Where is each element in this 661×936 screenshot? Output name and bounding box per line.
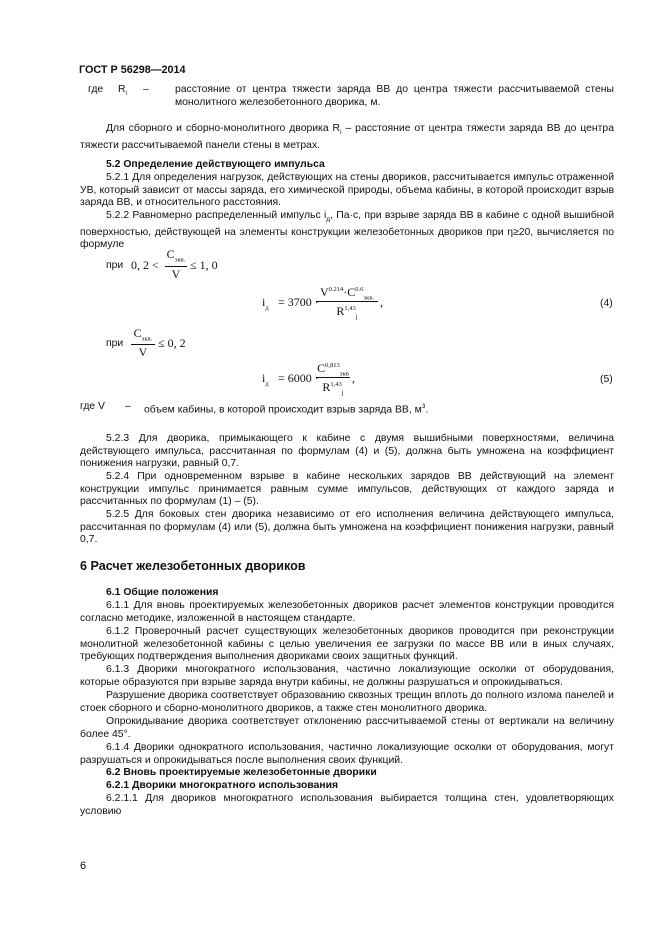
condition-1-right: ≤ 1, 0 [190,258,218,272]
eq4-numerator: $V^{0.214}\cdot C^{0.6}_{экв.}$ [319,285,375,302]
condition-1-numerator: $C_{экв.}$ [166,247,186,264]
eq5-denominator: R$^{1,43}_j$ [322,380,344,397]
condition-2-numerator: $C_{экв.}$ [133,326,153,343]
paragraph-6-1-1: 6.1.1 Для вновь проектируемых железобетонных двориков расчет элементов конструкции проводится согласно методике, изложенной в настоящем стандарте. [80,600,614,624]
eq4-coefficient: = 3700 · [278,295,319,309]
condition-1-pri: при [106,260,124,271]
document-header: ГОСТ Р 56298—2014 [79,64,186,76]
equation-number-5: (5) [600,374,613,385]
paragraph-6-1-3: 6.1.3 Дворики многократного использования, частично локализующие осколки от оборудования, которые образуются при взрыве заряда внутри кабины, не должны разрушаться и опрокидываться. [80,664,614,688]
paragraph-6-1-3-overturning: Опрокидывание дворика соответствует отклонению рассчитываемой стены от вертикали на величину более 45°. [80,716,614,740]
ri-definition: расстояние от центра тяжести заряда ВВ до центра тяжести рассчитываемой стены монолитного железобетонного дворика, м. [175,84,614,108]
condition-2-right: ≤ 0, 2 [158,336,186,350]
paragraph-5-2-2: 5.2.2 Равномерно распределенный импульс $i_д$, Па·с, при взрыве заряда ВВ в кабине с одной вышибной поверхностью, действующей на элементы конструкции железобетонных двориков при η≥20, вычисляется по формуле [80,210,614,251]
section-5-2-title: 5.2 Определение действующего импульса [106,159,325,170]
paragraph-6-2-1-1: 6.2.1.1 Для двориков многократного использования выбирается толщина стен, удовлетворяющих условию [80,793,614,817]
paragraph-6-1-4: 6.1.4 Дворики однократного использования, частично локализующие осколки от оборудования, могут разрушаться и опрокидываться после выполнения своих функций. [80,742,614,766]
condition-2-pri: при [106,338,124,349]
section-6-2-title: 6.2 Вновь проектируемые железобетонные дворики [106,767,377,778]
paragraph-6-1-2: 6.1.2 Проверочный расчет существующих железобетонных двориков проводится при реконструкции монолитной железобетонной кабины с целью увеличения ее загрузки по массе ВВ или в иных случаях, требующих подтверждения выполнения двориками своих защитных функций. [80,626,614,663]
condition-1-left: 0, 2 < [131,258,159,272]
eq5-coefficient: = 6000 · [278,371,319,385]
definition-dash: – [143,84,149,95]
paragraph-5-2-3: 5.2.3 Для дворика, примыкающего к кабине с двумя вышибными поверхностями, величина действующего импульса, рассчитанная по формулам (4) и (5), должна быть умножена на коэффициент понижения нагрузки, равный 0,7. [80,433,614,470]
fraction-bar [316,377,350,378]
paragraph-prefab: Для сборного и сборно-монолитного дворика $R_i$ – расстояние от центра тяжести заряда ВВ до центра тяжести рассчитываемой панели стены в метрах. [80,123,614,151]
definition-dash: – [125,401,131,412]
section-6-title: 6 Расчет железобетонных двориков [80,559,306,573]
paragraph-5-2-4: 5.2.4 При одновременном взрыве в кабине нескольких зарядов ВВ действующий на элемент конструкции импульс принимается равным сумме импульсов, действующих от каждого заряда и рассчитанных по формулам (1) – (5). [80,471,614,508]
eq4-denominator: R$^{1,43}_j$ [336,304,358,321]
eq5-numerator: C$^{0,813}_{экв}$ [317,361,349,378]
section-6-1-title: 6.1 Общие положения [106,587,219,598]
eq5-comma: , [352,371,355,385]
where-label: где [88,84,104,95]
where-v-label: где V [80,401,105,412]
paragraph-6-1-3-destruction: Разрушение дворика соответствует образованию сквозных трещин вплоть до полного излома панелей и стоек сборного и сборно-монолитного двориков, а также стен монолитного дворика. [80,690,614,714]
paragraph-5-2-5: 5.2.5 Для боковых стен дворика независимо от его исполнения величина действующего импульса, рассчитанная по формулам (4) или (5), должна быть умножена на коэффициент понижения нагрузки, равный 0,7. [80,509,614,546]
eq4-lhs: $i_д$ [262,295,269,312]
section-6-2-1-title: 6.2.1 Дворики многократного использования [106,780,339,791]
page-number: 6 [80,860,87,872]
condition-2-denominator: V [138,345,148,359]
eq5-lhs: $i_д$ [262,371,269,388]
condition-1-denominator: V [171,267,181,281]
equation-number-4: (4) [600,298,613,309]
paragraph-5-2-1: 5.2.1 Для определения нагрузок, действующих на стены двориков, рассчитывается импульс отраженной УВ, который зависит от массы заряда, его химической природы, объема кабины, в которой происходит взрыв заряда ВВ, и относительного расстояния. [80,172,614,209]
symbol-ri: $R_i$ [118,84,127,98]
fraction-bar [316,301,378,302]
eq4-comma: , [380,295,383,309]
v-definition: объем кабины, в которой происходит взрыв заряда ВВ, $м^3$. [144,403,429,416]
